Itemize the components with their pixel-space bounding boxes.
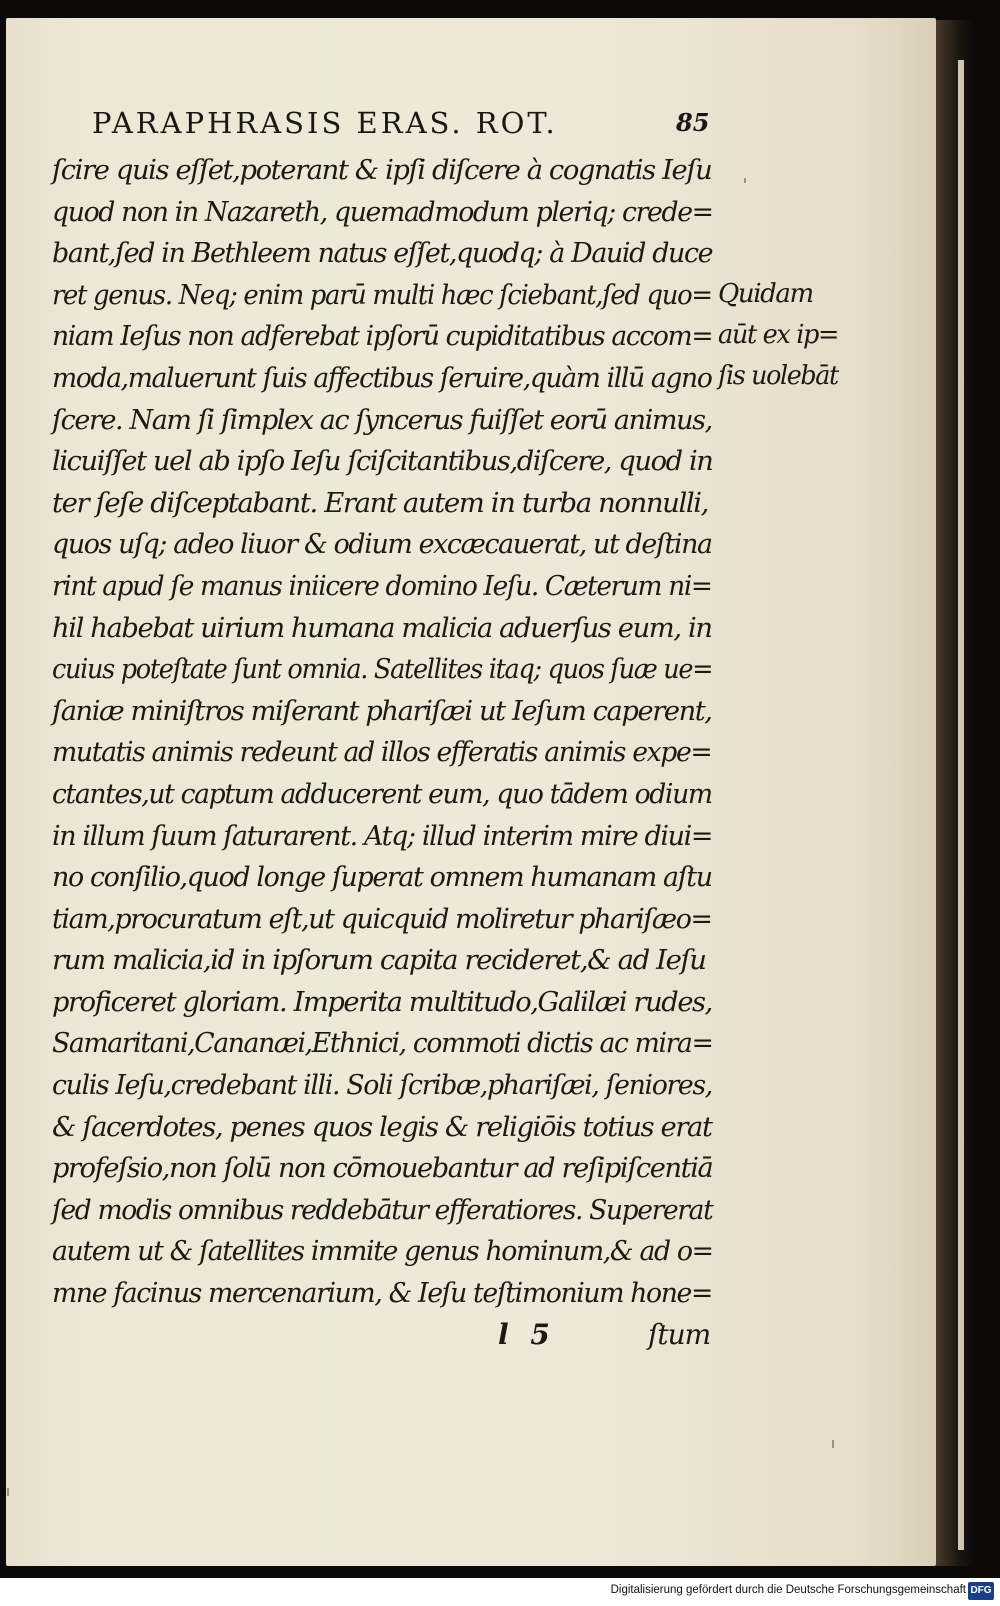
text-line: in illum ſuum ſaturarent. Atq; illud interim mire diui=: [52, 819, 713, 852]
text-line: quod non in Nazareth, quemadmodum pleriq; crede=: [52, 195, 713, 228]
text-line: ret genus. Neq; enim parū multi hæc ſciebant,ſed quo=: [52, 278, 712, 311]
marginal-note: [718, 274, 838, 397]
text-line: culis Ieſu,credebant illi. Soli ſcribæ,phariſæi, ſeniores,: [52, 1069, 712, 1102]
text-line: autem ut & ſatellites immite genus hominum,& ad o=: [52, 1235, 713, 1268]
text-line: moda,maluerunt ſuis affectibus ſeruire,quàm illū agno: [52, 361, 712, 394]
book-gutter-shadow: [936, 20, 976, 1566]
folio-number: 85: [676, 108, 710, 137]
paper-speck: [744, 178, 746, 183]
text-line: bant,ſed in Bethleem natus eſſet,quodq; à Dauid duce: [52, 237, 713, 270]
running-head: PARAPHRASIS ERAS. ROT.: [92, 106, 558, 140]
paper-speck: [7, 1488, 9, 1496]
page-header: [92, 106, 732, 146]
text-line: no conſilio,quod longe ſuperat omnem humanam aſtu: [52, 861, 712, 894]
page-footer: [52, 1318, 712, 1362]
text-line: mutatis animis redeunt ad illos efferatis animis expe=: [52, 736, 712, 769]
text-line: proficeret gloriam. Imperita multitudo,Galilæi rudes,: [52, 985, 712, 1018]
text-line: quos uſq; adeo liuor & odium excæcauerat, ut deſtina: [52, 528, 712, 561]
text-line: ſcire quis eſſet,poterant & ipſi diſcere à cognatis Ieſu: [52, 154, 712, 186]
marginal-note-line: aūt ex ip=: [718, 320, 839, 350]
text-line: rum malicia,id in ipſorum capita recideret,& ad Ieſu: [52, 944, 706, 977]
text-line: rint apud ſe manus iniicere domino Ieſu. Cæterum ni=: [52, 569, 712, 602]
text-line: Samaritani,Cananæi,Ethnici, commoti dictis ac mira=: [52, 1027, 713, 1060]
marginal-note-line: Quidam: [718, 279, 813, 309]
text-line: ſcere. Nam ſi ſimplex ac ſyncerus fuiſſet eorū animus,: [52, 403, 712, 436]
paper-speck: [832, 1440, 834, 1448]
text-line: tiam,procuratum eſt,ut quicquid moliretur phariſæo=: [52, 902, 712, 935]
text-line: profeſsio,non ſolū non cōmouebantur ad reſipiſcentiā: [52, 1152, 713, 1185]
text-line: licuiſſet uel ab ipſo Ieſu ſciſcitantibus,diſcere, quod in: [52, 445, 713, 478]
body-text: [52, 150, 712, 1315]
funding-credit: Digitalisierung gefördert durch die Deutsche Forschungsgemeinschaft: [610, 1584, 966, 1596]
text-line: hil habebat uirium humana malicia aduerſus eum, in: [52, 611, 712, 644]
text-line: ter ſeſe diſceptabant. Erant autem in turba nonnulli,: [52, 486, 709, 519]
text-line: niam Ieſus non adferebat ipſorū cupiditatibus accom=: [52, 320, 713, 353]
marginal-note-line: ſis uolebāt: [718, 361, 838, 391]
dfg-logo: DFG: [968, 1582, 994, 1600]
text-line: cuius poteſtate ſunt omnia. Satellites itaq; quos ſuæ ue=: [52, 653, 713, 686]
credit-bar: [0, 1578, 1000, 1606]
page-edge: [958, 60, 964, 1550]
text-line: & ſacerdotes, penes quos legis & religiōis totius erat: [52, 1110, 712, 1143]
text-line: ctantes,ut captum adducerent eum, quo tādem odium: [52, 777, 712, 810]
text-line: ſaniæ miniſtros miſerant phariſæi ut Ieſum caperent,: [52, 694, 712, 727]
text-line: mne facinus mercenarium, & Ieſu teſtimonium hone=: [52, 1277, 712, 1310]
text-line: ſed modis omnibus reddebātur efferatiores. Supererat: [52, 1193, 713, 1226]
signature-mark: l 5: [498, 1318, 556, 1351]
catchword: ſtum: [648, 1318, 711, 1351]
